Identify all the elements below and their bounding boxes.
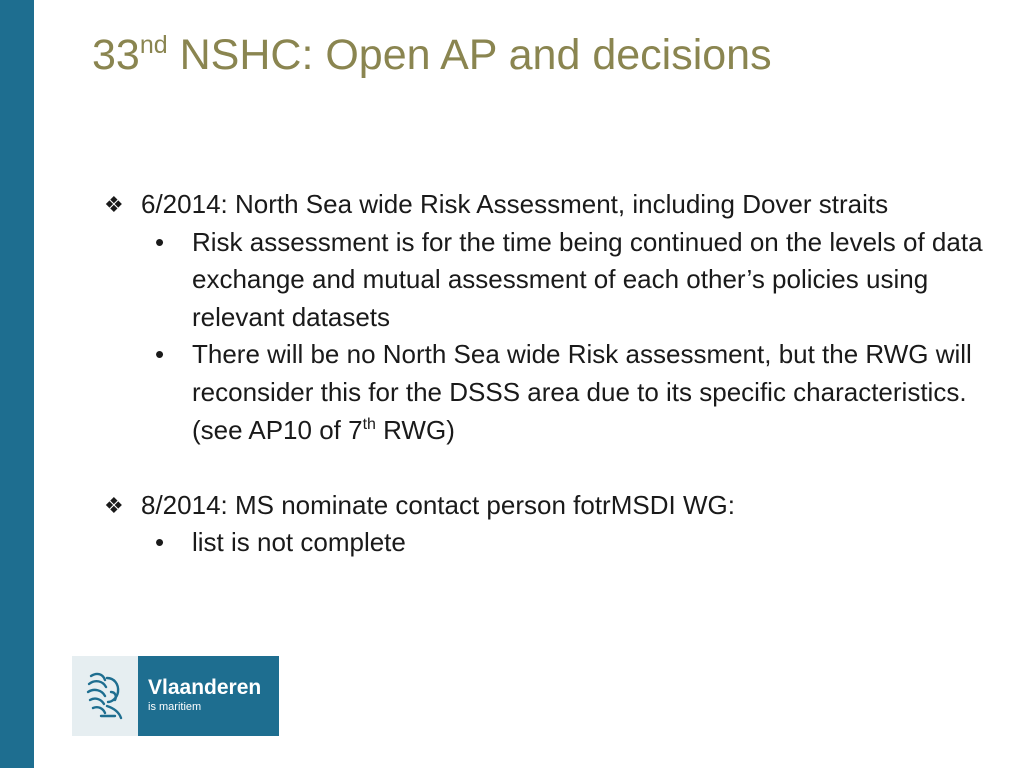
diamond-bullet-icon: ❖ <box>104 492 124 518</box>
logo-subtitle: is maritiem <box>148 701 202 713</box>
dot-bullet-icon: • <box>155 527 165 558</box>
spacer <box>104 449 984 487</box>
ordinal-superscript: th <box>362 415 376 433</box>
dot-bullet-icon: • <box>155 226 165 257</box>
sub-bullet-text: There will be no North Sea wide Risk assessment, but the RWG will reconsider this for the DSSS area due to its specific characteristics. (see AP10 of 7 <box>192 339 972 445</box>
sub-bullet-text: list is not complete <box>192 527 406 558</box>
bullet-text: 8/2014: MS nominate contact person fotrMSDI WG: <box>141 489 735 520</box>
sub-bullet-text: Risk assessment is for the time being continued on the levels of data exchange and mutual assessment of each other’s policies using relevant datasets <box>192 226 983 332</box>
left-accent-bar <box>0 0 34 768</box>
dot-bullet-icon: • <box>155 339 165 370</box>
diamond-bullet-icon: ❖ <box>104 192 124 217</box>
slide-title <box>92 28 772 82</box>
sub-bullet-item <box>104 524 984 562</box>
lion-icon <box>72 656 138 736</box>
sub-bullet-item <box>104 336 984 449</box>
bullet-text: 6/2014: North Sea wide Risk Assessment, including Dover straits <box>141 189 889 219</box>
sub-bullet-item <box>104 224 984 337</box>
title-text: NSHC: Open AP and decisions <box>167 31 772 79</box>
logo-text-block <box>138 656 279 736</box>
vlaanderen-logo <box>72 656 279 736</box>
slide-body <box>104 186 984 562</box>
sub-bullet-tail: RWG) <box>375 414 455 445</box>
bullet-item <box>104 487 984 525</box>
title-number: 33 <box>92 31 140 79</box>
bullet-item <box>104 186 984 224</box>
logo-name: Vlaanderen <box>148 676 262 699</box>
title-superscript: nd <box>139 31 168 59</box>
